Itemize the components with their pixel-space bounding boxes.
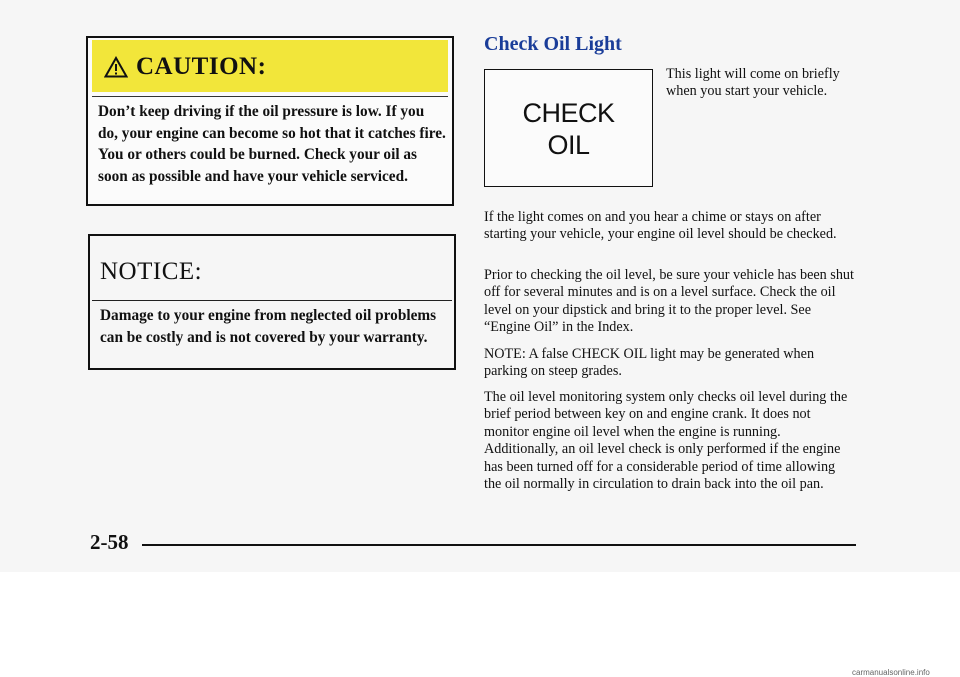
lamp-caption: This light will come on briefly when you start your vehicle. bbox=[666, 66, 840, 99]
paragraph-4 bbox=[484, 389, 854, 493]
site-watermark: carmanualsonline.info bbox=[852, 668, 930, 677]
paragraph-2 bbox=[484, 267, 854, 337]
paragraph-3 bbox=[484, 346, 854, 381]
notice-body: Damage to your engine from neglected oil problems can be costly and is not covered by your warranty. bbox=[100, 307, 437, 346]
section-title: Check Oil Light bbox=[484, 33, 622, 55]
lamp-line-2: OIL bbox=[547, 130, 590, 160]
caution-body: Don’t keep driving if the oil pressure is low. If you do, your engine can become so hot that it catches fire. You or others could be burned. Check your oil as soon as possible and have your vehicle serviced. bbox=[98, 103, 446, 185]
paragraph-4-text: The oil level monitoring system only checks oil level during the brief period between key on and engine crank. It does not monitor engine oil level when the engine is running. Additionally, an oil level check is only performed if the engine has been turned off for a considerable period of time allowing the oil normally in circulation to drain back into the oil pan. bbox=[484, 389, 848, 493]
caution-box bbox=[86, 36, 454, 206]
caution-title bbox=[104, 53, 266, 81]
paragraph-1-text: If the light comes on and you hear a chime or stays on after starting your vehicle, your engine oil level should be checked. bbox=[484, 209, 837, 243]
caution-header bbox=[92, 40, 448, 92]
paragraph-3-text: NOTE: A false CHECK OIL light may be generated when parking on steep grades. bbox=[484, 346, 815, 380]
lamp-line-1: CHECK bbox=[522, 98, 615, 128]
notice-title: NOTICE: bbox=[100, 258, 203, 285]
caution-divider bbox=[92, 96, 448, 97]
notice-box bbox=[88, 234, 456, 370]
paragraph-1 bbox=[484, 209, 854, 244]
notice-divider bbox=[92, 300, 452, 301]
paragraph-2-text: Prior to checking the oil level, be sure your vehicle has been shut off for several minutes and is on a level surface. Check the oil level on your dipstick and bring it to the proper level. See “Engine Oil” in the Index. bbox=[484, 267, 854, 336]
page-number: 2-58 bbox=[90, 530, 129, 554]
warning-triangle-icon bbox=[104, 56, 128, 78]
caution-title-text: CAUTION: bbox=[136, 53, 267, 80]
check-oil-lamp-graphic bbox=[484, 69, 653, 187]
footer-rule bbox=[142, 544, 856, 546]
